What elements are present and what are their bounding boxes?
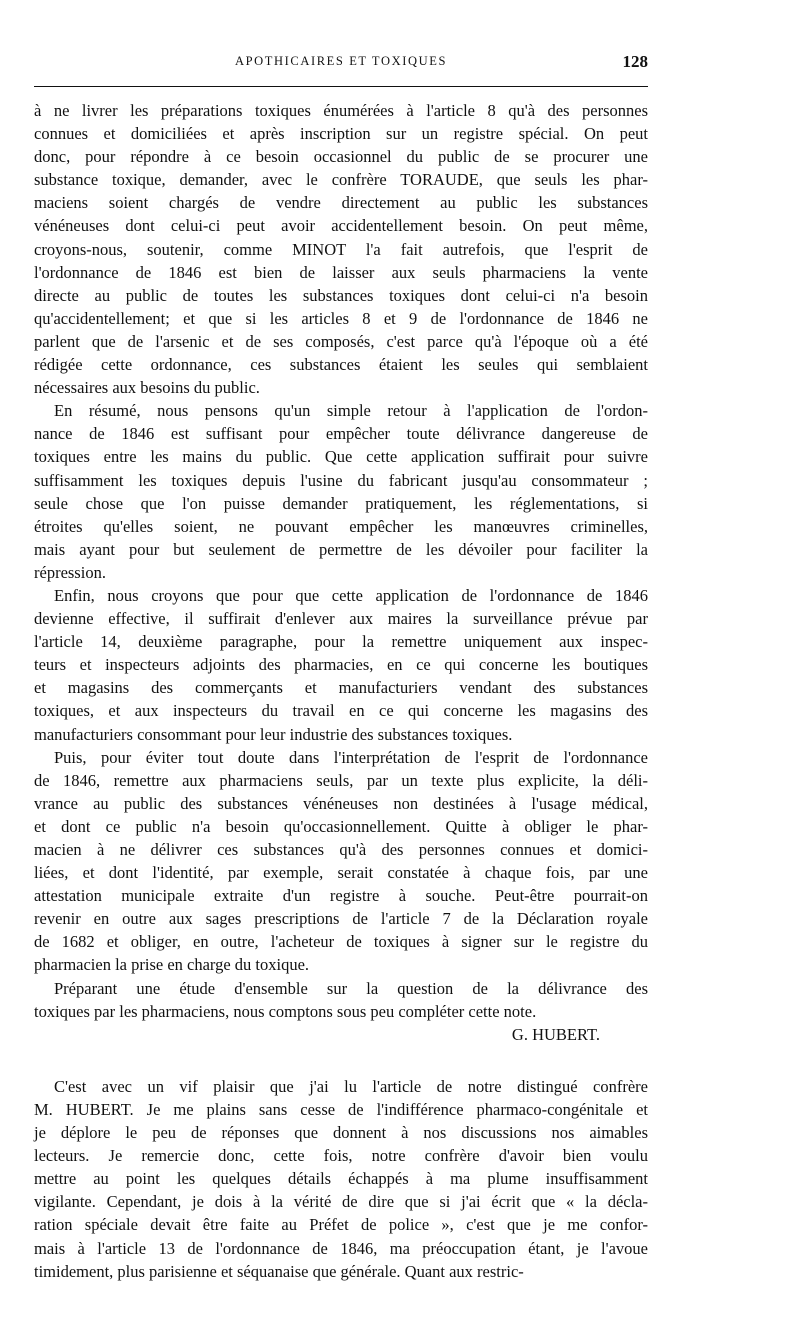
text-line: Préparant une étude d'ensemble sur la question de la délivrance des xyxy=(54,978,648,998)
text-line: vigilante. Cependant, je dois à la vérité de dire que si j'ai écrit que « la décla- xyxy=(34,1192,648,1212)
text-line: lecteurs. Je remercie donc, cette fois, notre confrère d'avoir bien voulu xyxy=(34,1146,648,1166)
text-line: mettre au point les quelques détails échappés à ma plume insuffisamment xyxy=(34,1169,648,1189)
text-line: donc, pour répondre à ce besoin occasionnel du public de se procurer une xyxy=(34,147,648,167)
article-body xyxy=(34,99,648,1283)
text-line: l'ordonnance de 1846 est bien de laisser aux seuls pharmaciens la vente xyxy=(34,262,648,282)
text-line: devienne effective, il suffirait d'enlever aux maires la surveillance prévue par xyxy=(34,609,648,629)
text-line: Puis, pour éviter tout doute dans l'interprétation de l'esprit de l'ordonnance xyxy=(54,747,648,767)
text-line: de 1682 et obliger, en outre, l'acheteur de toxiques à signer sur le registre du xyxy=(34,932,648,952)
text-line: croyons-nous, soutenir, comme MINOT l'a fait autrefois, que l'esprit de xyxy=(34,239,648,259)
text-line: de 1846, remettre aux pharmaciens seuls, par un texte plus explicite, la déli- xyxy=(34,770,648,790)
text-line: et dont ce public n'a besoin qu'occasionnellement. Quitte à obliger le phar- xyxy=(34,816,648,836)
text-line: substance toxique, demander, avec le confrère TORAUDE, que seuls les phar- xyxy=(34,170,648,190)
text-line: C'est avec un vif plaisir que j'ai lu l'article de notre distingué confrère xyxy=(54,1076,648,1096)
text-line: En résumé, nous pensons qu'un simple retour à l'application de l'ordon- xyxy=(54,401,648,421)
text-line: vénéneuses dont celui-ci peut avoir accidentellement besoin. On peut même, xyxy=(34,216,648,236)
paragraph xyxy=(34,584,648,746)
text-line: étroites qu'elles soient, ne pouvant empêcher les manœuvres criminelles, xyxy=(34,516,648,536)
text-line: timidement, plus parisienne et séquanaise que générale. Quant aux restric- xyxy=(34,1261,524,1281)
text-line: directe au public de toutes les substances toxiques dont celui-ci n'a besoin xyxy=(34,285,648,305)
paragraph xyxy=(34,99,648,399)
text-line: nécessaires aux besoins du public. xyxy=(34,378,260,398)
reply-paragraph xyxy=(34,1075,648,1283)
text-line: attestation municipale extraite d'un registre à souche. Peut-être pourrait-on xyxy=(34,886,648,906)
text-line: toxiques, et aux inspecteurs du travail en ce qui concerne les magasins des xyxy=(34,701,648,721)
text-line: toxiques par les pharmaciens, nous comptons sous peu compléter cette note. xyxy=(34,1001,537,1021)
paragraph xyxy=(34,746,648,977)
text-line: vrance au public des substances vénéneuses non destinées à l'usage médical, xyxy=(34,793,648,813)
text-line: répression. xyxy=(34,562,106,582)
text-line: rédigée cette ordonnance, ces substances étaient les seules qui semblaient xyxy=(34,355,648,375)
text-line: maciens soient chargés de vendre directement au public les substances xyxy=(34,193,648,213)
text-line: suffisamment les toxiques depuis l'usine du fabricant jusqu'au consommateur ; xyxy=(34,470,648,490)
text-line: l'article 14, deuxième paragraphe, pour la remettre uniquement aux inspec- xyxy=(34,632,648,652)
text-line: revenir en outre aux sages prescriptions de l'article 7 de la Déclaration royale xyxy=(34,909,648,929)
text-line: toxiques entre les mains du public. Que cette application suffirait pour suivre xyxy=(34,447,648,467)
text-line: je déplore le peu de réponses que donnent à nos discussions nos aimables xyxy=(34,1123,648,1143)
text-line: teurs et inspecteurs adjoints des pharmacies, en ce qui concerne les boutiques xyxy=(34,655,648,675)
header-rule xyxy=(34,86,648,87)
text-line: qu'accidentellement; et que si les articles 8 et 9 de l'ordonnance de 1846 ne xyxy=(34,308,648,328)
text-line: pharmacien la prise en charge du toxique. xyxy=(34,955,310,975)
text-line: liées, et dont l'identité, par exemple, serait constatée à chaque fois, par une xyxy=(34,863,648,883)
text-line: mais ayant pour but seulement de permettre de les dévoiler pour faciliter la xyxy=(34,539,648,559)
section-gap xyxy=(34,1046,648,1075)
text-line: et magasins des commerçants et manufacturiers vendant des substances xyxy=(34,678,648,698)
signature: G. HUBERT. xyxy=(511,1024,600,1044)
text-line: macien à ne délivrer ces substances qu'à des personnes connues et domici- xyxy=(34,840,648,859)
text-line: connues et domiciliées et après inscription sur un registre spécial. On peut xyxy=(34,124,648,144)
text-line: nance de 1846 est suffisant pour empêcher toute délivrance dangereuse de xyxy=(34,424,648,444)
running-title: APOTHICAIRES ET TOXIQUES xyxy=(234,54,448,68)
text-line: parlent que de l'arsenic et de ses composés, c'est parce qu'à l'époque où a été xyxy=(34,331,648,351)
paragraph xyxy=(34,977,648,1023)
page-header xyxy=(34,52,648,74)
text-line: à ne livrer les préparations toxiques énumérées à l'article 8 qu'à des personnes xyxy=(34,101,648,120)
text-line: M. HUBERT. Je me plains sans cesse de l'indifférence pharmaco-congénitale et xyxy=(34,1099,648,1119)
page-number: 128 xyxy=(622,52,648,71)
text-line: mais à l'article 13 de l'ordonnance de 1846, ma préoccupation étant, je l'avoue xyxy=(34,1238,648,1258)
text-line: Enfin, nous croyons que pour que cette application de l'ordonnance de 1846 xyxy=(54,585,648,605)
text-line: ration spéciale devait être faite au Préfet de police », c'est que je me confor- xyxy=(34,1215,648,1235)
text-line: manufacturiers consommant pour leur industrie des substances toxiques. xyxy=(34,724,513,744)
paragraph xyxy=(34,399,648,584)
text-line: seule chose que l'on puisse demander pratiquement, les réglementations, si xyxy=(34,493,648,513)
